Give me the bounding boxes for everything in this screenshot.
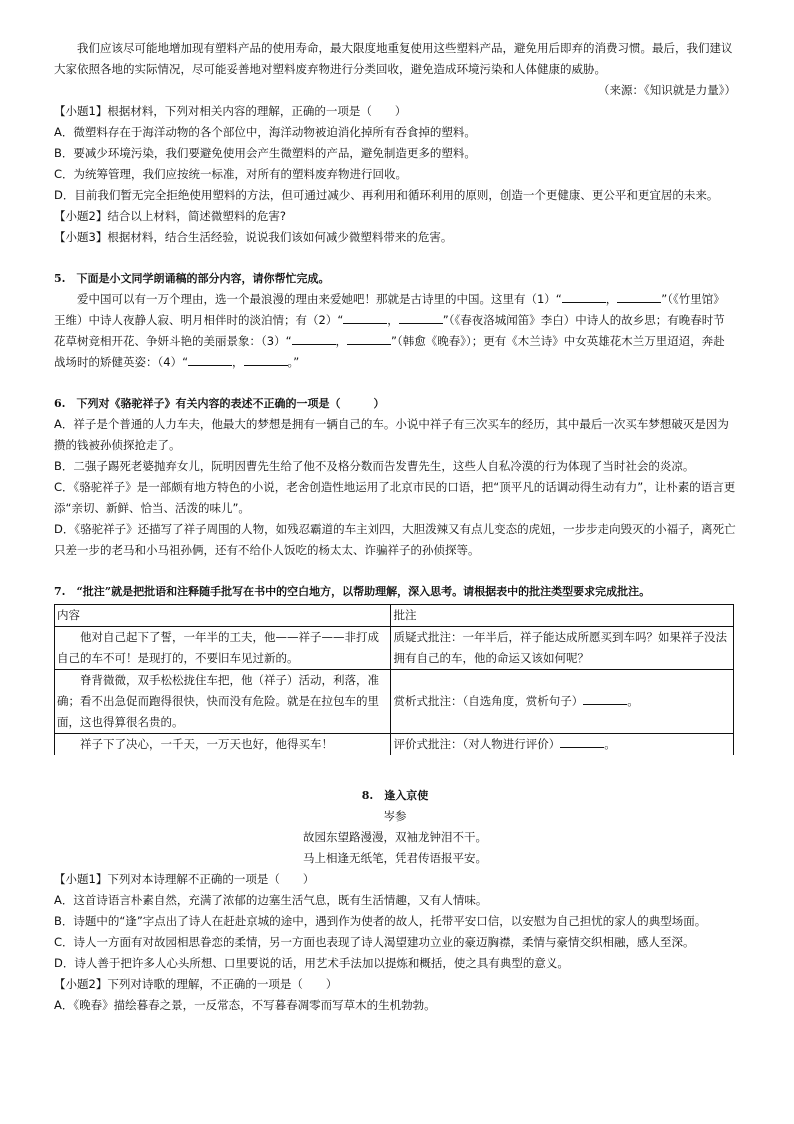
q8-sub1: 【小题1】下列对本诗理解不正确的一项是（ ） (54, 872, 315, 886)
q4-option-a: A．微塑料存在于海洋动物的各个部位中，海洋动物被迫消化掉所有吞食掉的塑料。 (54, 125, 476, 139)
q6-option-b: B．二强子踢死老婆抛弃女儿，阮明因曹先生给了他不及格分数而告发曹先生，这些人自私冷漠的行为体现了当时社会的炎凉。 (54, 459, 695, 473)
q5-passage (54, 289, 736, 373)
q8-sub2: 【小题2】下列对诗歌的理解，不正确的一项是（ ） (54, 977, 338, 991)
q8-poem-title: 8. 逢入京使 (361, 789, 429, 802)
q5-text-5: ”（《春夜洛城闻笛》李白）中诗人的故乡思；有晚春时节花草树竞相开花、争妍斗艳的美丽景象：（3）“ (54, 313, 725, 348)
q4-sub3: 【小题3】根据材料，结合生活经验，说说我们该如何减少微塑料带来的危害。 (54, 230, 453, 244)
row2-answer-blank[interactable] (583, 692, 627, 705)
row3-note-cell (391, 734, 734, 756)
q8-option-c: C．诗人一方面有对故园相思眷恋的柔情，另一方面也表现了诗人渴望建功立业的豪迈胸襟，柔情与豪情交织相融，感人至深。 (54, 935, 695, 949)
table-row (55, 670, 734, 734)
q8-poem-line-2: 马上相逢无纸笔，凭君传语报平安。 (303, 851, 487, 865)
q5-text-1: 爱中国可以有一万个理由，选一个最浪漫的理由来爱她吧！那就是古诗里的中国。这里有（1）“ (77, 292, 562, 306)
row3-note: 评价式批注：（对人物进行评价） (393, 737, 561, 751)
row1-note: 质疑式批注：一年半后，祥子能达成所愿买到车吗？如果祥子没法拥有自己的车，他的命运又该如何呢？ (391, 627, 734, 670)
q4-option-c: C．为统筹管理，我们应按统一标准，对所有的塑料废弃物进行回收。 (54, 167, 408, 181)
header-note: 批注 (391, 605, 734, 627)
q5-title: 5. 下面是小文同学朗诵稿的部分内容，请你帮忙完成。 (54, 272, 330, 285)
table-row (55, 734, 734, 756)
q4-option-b: B．要减少环境污染，我们要避免使用会产生微塑料的产品，避免制造更多的塑料。 (54, 146, 476, 160)
q5-text-7: ”（韩愈《晚春》）；更有《木兰诗》中女英雄花木兰万里迢迢，奔赴战场时的矫健英姿：（4）“ (54, 334, 725, 369)
q8-option-b: B．诗题中的“逢”字点出了诗人在赶赴京城的途中，遇到作为使者的故人，托带平安口信，以安慰为自己担忧的家人的典型场面。 (54, 914, 707, 928)
blank-4b[interactable] (244, 353, 288, 366)
q4-sub2: 【小题2】结合以上材料，简述微塑料的危害? (54, 209, 286, 223)
q4-sub1: 【小题1】根据材料，下列对相关内容的理解，正确的一项是（ ） (54, 104, 407, 118)
q5-text-9: 。” (287, 355, 300, 369)
header-content: 内容 (55, 605, 391, 627)
row1-content: 他对自己起下了誓，一年半的工夫，他——祥子——非打成自己的车不可！是现打的，不要旧车见过新的。 (55, 627, 391, 670)
q4-option-d: D．目前我们暂无完全拒绝使用塑料的方法，但可通过减少、再利用和循环利用的原则，创造一个更健康、更公平和更宜居的未来。 (54, 188, 719, 202)
q5-text-4: ， (387, 313, 399, 327)
q8-option-a: A．这首诗语言朴素自然，充满了浓郁的边塞生活气息，既有生活情趣，又有人情味。 (54, 893, 488, 907)
row3-content: 祥子下了决心，一千天，一万天也好，他得买车！ (55, 734, 391, 756)
q5-text-2: ， (605, 292, 618, 306)
source-citation: （来源：《知识就是力量》） (598, 83, 736, 97)
q8-poem-author: 岑参 (383, 809, 407, 823)
row2-note-cell (391, 670, 734, 734)
row2-note: 赏析式批注：（自选角度，赏析句子） (393, 694, 584, 708)
row2-note-tail: 。 (627, 694, 639, 708)
q6-option-c: C．《骆驼祥子》是一部颇有地方特色的小说，老舍创造性地运用了北京市民的口语，把“顶平凡的话调动得生动有力”，让朴素的语言更添“亲切、新鲜、恰当、活泼的味儿”。 (54, 480, 736, 515)
table-row (55, 627, 734, 670)
document-page (54, 38, 736, 1016)
q6-option-a: A．祥子是个普通的人力车夫，他最大的梦想是拥有一辆自己的车。小说中祥子有三次买车的经历，其中最后一次买车梦想破灭是因为攒的钱被孙侦探抢走了。 (54, 417, 729, 452)
q8-option-d: D．诗人善于把许多人心头所想、口里要说的话，用艺术手法加以提炼和概括，使之具有典型的意义。 (54, 956, 569, 970)
q5-text-3: ”（《竹里馆》王维）中诗人夜静人寂、明月相伴时的淡泊情；有（2）“ (54, 292, 725, 327)
blank-1a[interactable] (562, 290, 606, 303)
intro-paragraph: 我们应该尽可能地增加现有塑料产品的使用寿命，最大限度地重复使用这些塑料产品，避免用后即弃的消费习惯。最后，我们建议大家依照各地的实际情况，尽可能妥善地对塑料废弃物进行分类回收，避免造成环境污染和人体健康的威胁。 (54, 41, 733, 76)
blank-3b[interactable] (347, 332, 391, 345)
table-header-row (55, 605, 734, 627)
q7-title: 7. “批注”就是把批语和注释随手批写在书中的空白地方，以帮助理解，深入思考。请根据表中的批注类型要求完成批注。 (54, 585, 651, 598)
row2-content: 脊背微微，双手松松拢住车把，他（祥子）活动，利落，准确；看不出急促而跑得很快，快而没有危险。就是在拉包车的里面，这也得算很名贵的。 (55, 670, 391, 734)
blank-2b[interactable] (399, 311, 443, 324)
q8-poem-line-1: 故园东望路漫漫，双袖龙钟泪不干。 (303, 830, 487, 844)
blank-1b[interactable] (617, 290, 661, 303)
q8-sub2-option-a: A．《晚春》描绘暮春之景，一反常态，不写暮春凋零而写草木的生机勃勃。 (54, 998, 436, 1012)
blank-3a[interactable] (292, 332, 336, 345)
row3-note-tail: 。 (604, 737, 616, 751)
blank-4a[interactable] (188, 353, 232, 366)
q5-text-8: ， (232, 355, 244, 369)
row3-answer-blank[interactable] (560, 735, 604, 748)
q5-text-6: ， (335, 334, 348, 348)
q6-option-d: D．《骆驼祥子》还描写了祥子周围的人物，如残忍霸道的车主刘四，大胆泼辣又有点儿变态的虎妞，一步步走向毁灭的小福子，离死亡只差一步的老马和小马祖孙俩，还有不给仆人饭吃的杨太太、诈骗祥子的孙侦探等。 (54, 522, 736, 557)
blank-2a[interactable] (343, 311, 387, 324)
q6-title: 6. 下列对《骆驼祥子》有关内容的表述不正确的一项是（ ） (54, 397, 385, 410)
annotation-table (54, 604, 734, 755)
